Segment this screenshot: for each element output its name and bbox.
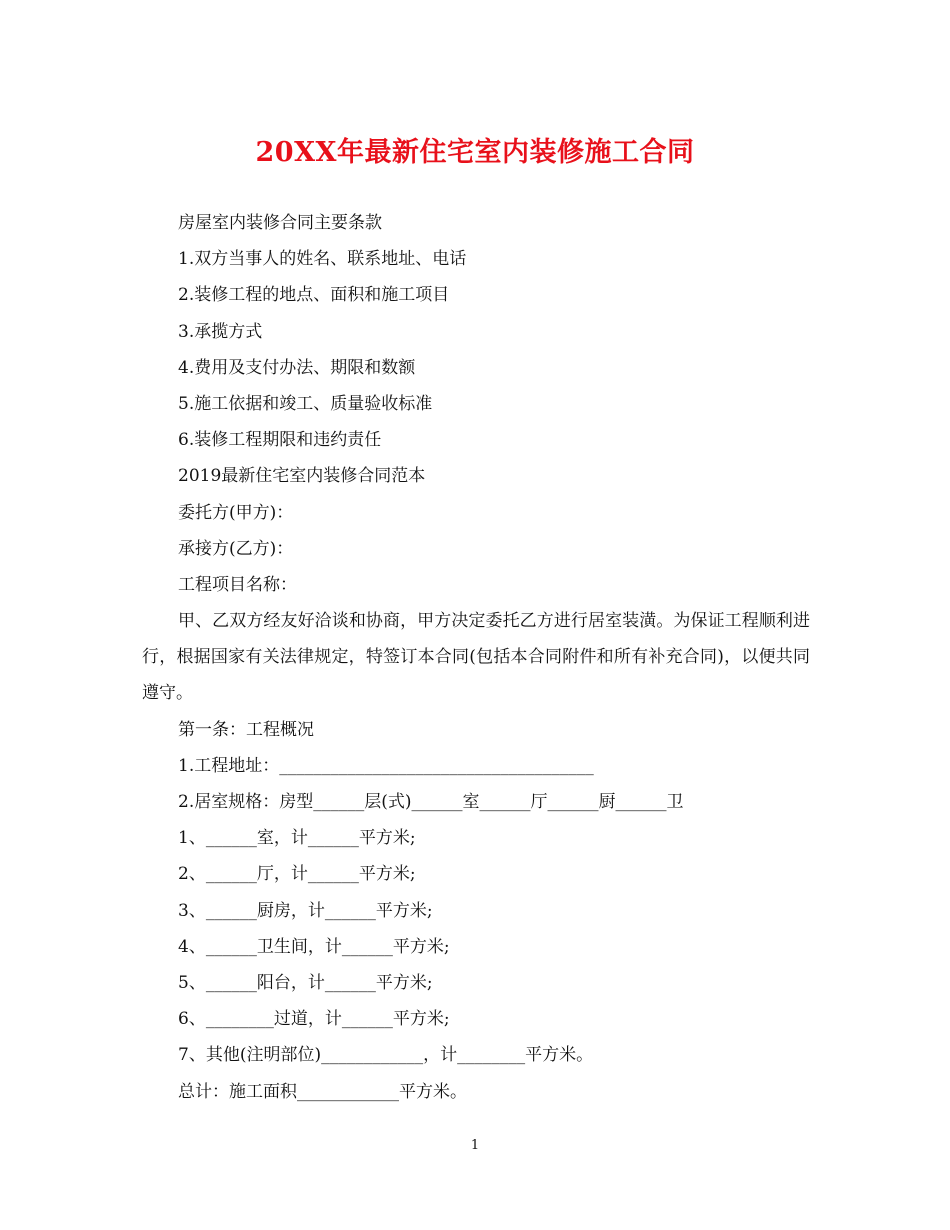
address-field: 1.工程地址：_____________________________________: [178, 755, 594, 776]
area-item: 4、______卫生间，计______平方米;: [178, 936, 450, 957]
intro-paragraph: 甲、乙双方经友好洽谈和协商，甲方决定委托乙方进行居室装潢。为保证工程顺利进行，根据国家有关法律规定，特签订本合同(包括本合同附件和所有补充合同)，以便共同遵守。: [142, 611, 810, 704]
area-item: 7、其他(注明部位)____________，计________平方米。: [178, 1045, 594, 1066]
document-title: 20XX年最新住宅室内装修施工合同: [255, 137, 695, 168]
area-item: 1、______室，计______平方米;: [178, 828, 416, 849]
party-a-field: 委托方(甲方)：: [178, 502, 294, 523]
area-item: 6、________过道，计______平方米;: [178, 1009, 450, 1030]
clause-item: 1.双方当事人的姓名、联系地址、电话: [178, 249, 467, 270]
area-item: 3、______厨房，计______平方米;: [178, 900, 433, 921]
area-item: 2、______厅，计______平方米;: [178, 864, 416, 885]
area-item: 5、______阳台，计______平方米;: [178, 972, 433, 993]
clause-item: 6.装修工程期限和违约责任: [178, 430, 382, 451]
clause-item: 3.承揽方式: [178, 321, 263, 342]
room-spec-field: 2.居室规格：房型______层(式)______室______厅______厨______卫: [178, 792, 684, 813]
clause-item: 5.施工依据和竣工、质量验收标准: [178, 393, 433, 414]
clause-item: 4.费用及支付办法、期限和数额: [178, 357, 416, 378]
total-area-field: 总计：施工面积____________平方米。: [178, 1081, 467, 1102]
section-heading: 房屋室内装修合同主要条款: [178, 213, 382, 233]
party-b-field: 承接方(乙方)：: [178, 538, 294, 559]
template-heading: 2019最新住宅室内装修合同范本: [178, 466, 426, 487]
page-number: 1: [470, 1138, 480, 1153]
article-heading: 第一条：工程概况: [178, 719, 314, 740]
project-name-field: 工程项目名称：: [178, 574, 297, 595]
document-body: [142, 205, 810, 1110]
clause-item: 2.装修工程的地点、面积和施工项目: [178, 285, 450, 306]
